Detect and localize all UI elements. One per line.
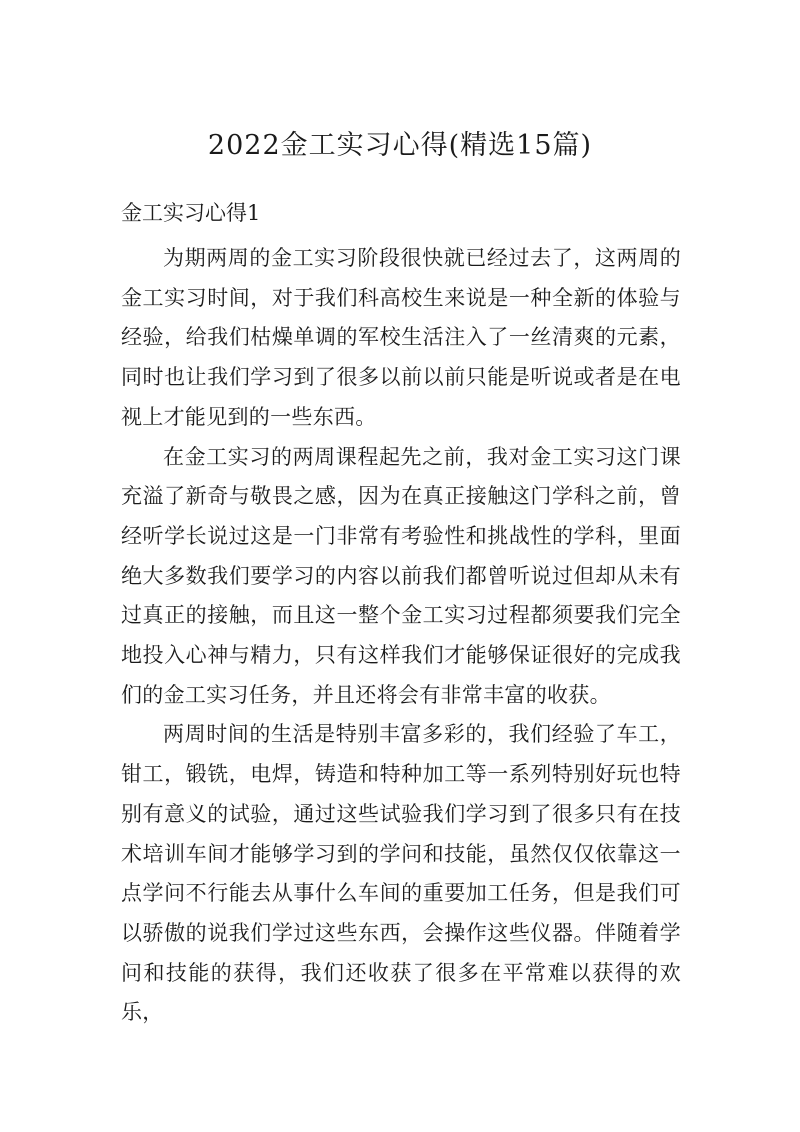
paragraph-3: 两周时间的生活是特别丰富多彩的，我们经验了车工，钳工，锻铣，电焊，铸造和特种加工等一系列特别好玩也特别有意义的试验，通过这些试验我们学习到了很多只有在技术培训车间才能够学习到的学问和技能，虽然仅仅依靠这一点学问不行能去从事什么车间的重要加工任务，但是我们可以骄傲的说我们学过这些东西，会操作这些仪器。伴随着学问和技能的获得，我们还收获了很多在平常难以获得的欢乐， <box>121 722 681 1025</box>
paragraph-1: 为期两周的金工实习阶段很快就已经过去了，这两周的金工实习时间，对于我们科高校生来说是一种全新的体验与经验，给我们枯燥单调的军校生活注入了一丝清爽的元素，同时也让我们学习到了很多以前以前只能是听说或者是在电视上才能见到的一些东西。 <box>121 246 681 429</box>
body-text <box>121 239 681 1033</box>
document-title: 2022金工实习心得(精选15篇) <box>207 130 593 161</box>
section-heading: 金工实习心得1 <box>121 201 261 225</box>
paragraph-2: 在金工实习的两周课程起先之前，我对金工实习这门课充溢了新奇与敬畏之感，因为在真正接触这门学科之前，曾经听学长说过这是一门非常有考验性和挑战性的学科，里面绝大多数我们要学习的内容以前我们都曾听说过但却从未有过真正的接触，而且这一整个金工实习过程都须要我们完全地投入心神与精力，只有这样我们才能够保证很好的完成我们的金工实习任务，并且还将会有非常丰富的收获。 <box>121 444 681 707</box>
